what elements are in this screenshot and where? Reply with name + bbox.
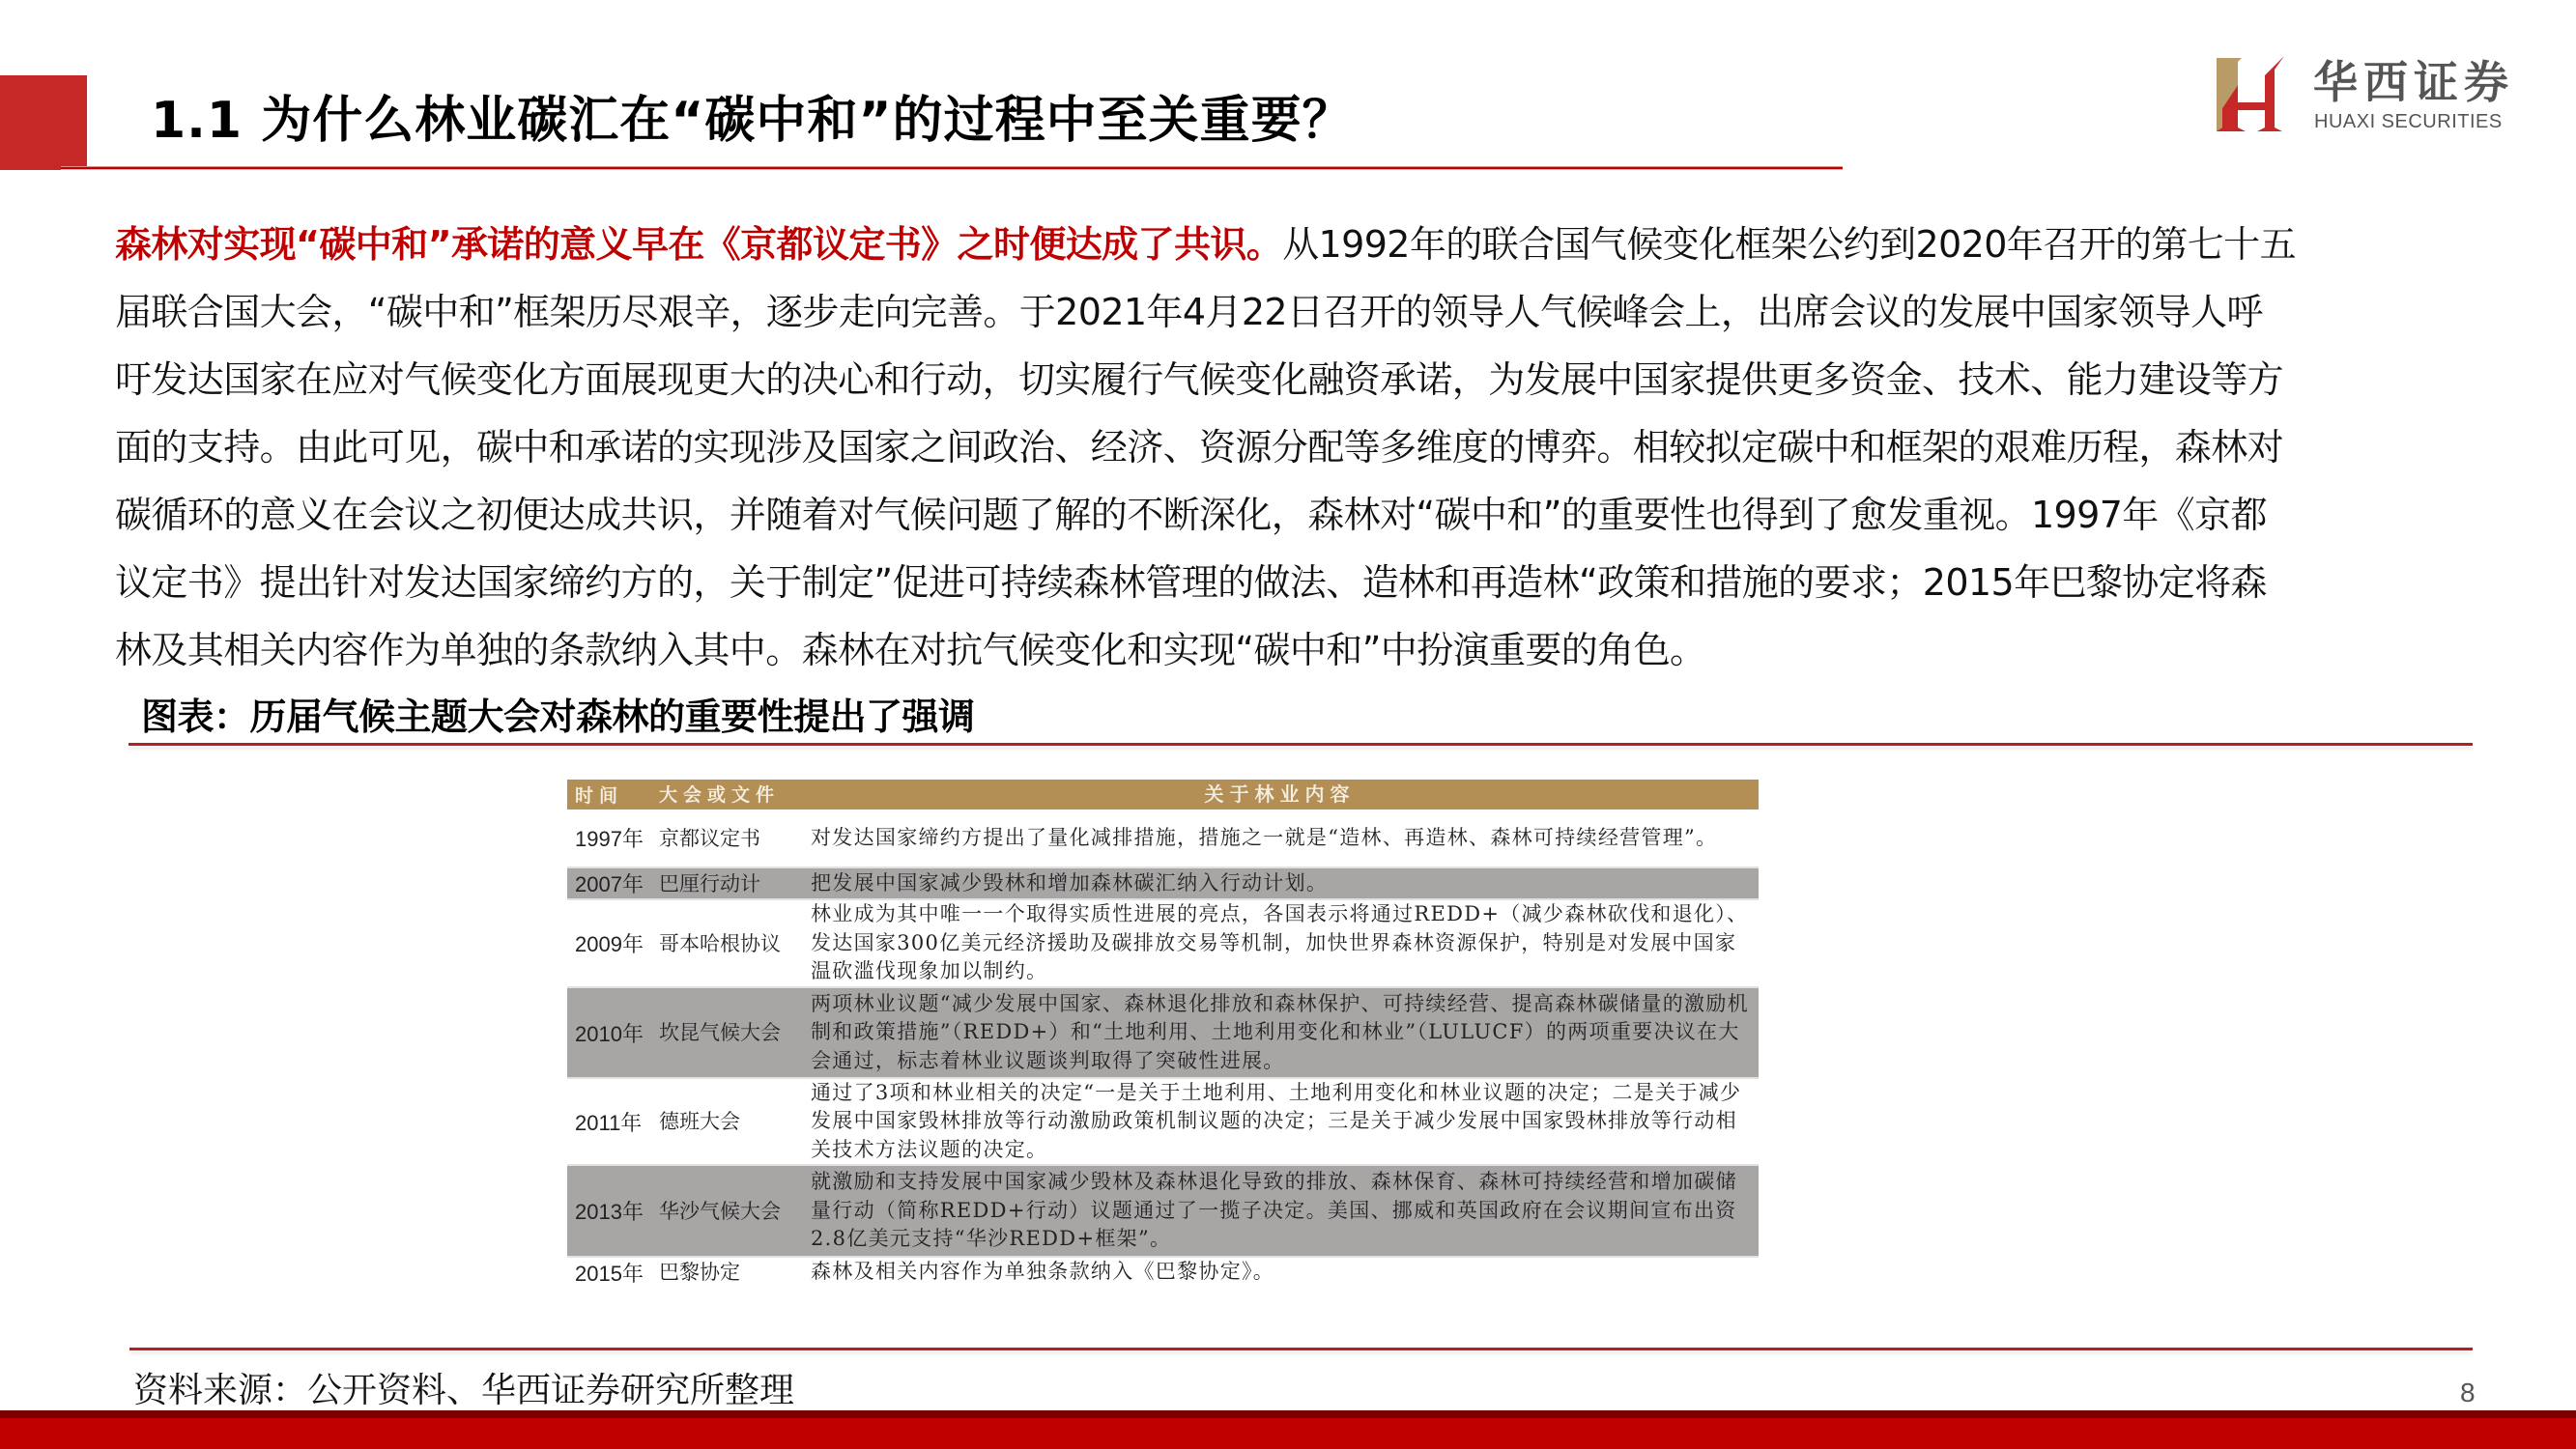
body-paragraph [115, 211, 2424, 684]
cell-year: 2011年 [575, 1110, 643, 1135]
cell-event: 巴黎协定 [659, 1261, 740, 1284]
cell-content: 对发达国家缔约方提出了量化减排措施，措施之一就是“造林、再造林、森林可持续经营管理”。 [811, 825, 1718, 849]
cell-content: 就激励和支持发展中国家减少毁林及森林退化导致的排放、森林保育、森林可持续经营和增加碳储量行动（简称REDD+行动）议题通过了一揽子决定。美国、挪威和英国政府在会议期间宣布出资2.8亿美元支持“华沙REDD+框架”。 [811, 1170, 1737, 1251]
logo-name-en: HUAXI SECURITIES [2314, 111, 2503, 132]
page-number: 8 [2460, 1378, 2476, 1407]
cell-content: 通过了3项和林业相关的决定“一是关于土地利用、土地利用变化和林业议题的决定；二是关于减少发展中国家毁林排放等行动激励政策机制议题的决定；三是关于减少发展中国家毁林排放等行动相关技术方法议题的决定。 [811, 1080, 1742, 1161]
cell-event: 巴厘行动计 [659, 871, 760, 895]
paragraph-line: 吁发达国家在应对气候变化方面展现更大的决心和行动，切实履行气候变化融资承诺，为发展中国家提供更多资金、技术、能力建设等方 [115, 358, 2284, 401]
cell-event: 华沙气候大会 [659, 1199, 781, 1223]
cell-year: 2007年 [575, 872, 644, 896]
table-row [567, 988, 1759, 1079]
paragraph-line: 议定书》提出针对发达国家缔约方的，关于制定”促进可持续森林管理的做法、造林和再造林“政策和措施的要求；2015年巴黎协定将森 [115, 561, 2267, 604]
cell-content: 两项林业议题“减少发展中国家、森林退化排放和森林保护、可持续经营、提高森林碳储量的激励机制和政策措施”（REDD+）和“土地利用、土地利用变化和林业”（LULUCF）的两项重要决议在大会通过，标志着林业议题谈判取得了突破性进展。 [811, 991, 1749, 1072]
table-row [567, 900, 1759, 988]
table-row [567, 868, 1759, 900]
table-header-row [567, 780, 1759, 810]
cell-content: 把发展中国家减少毁林和增加森林碳汇纳入行动计划。 [811, 870, 1329, 895]
paragraph-text: 从1992年的联合国气候变化框架公约到2020年召开的第七十五 [1282, 223, 2296, 266]
title-underline [61, 166, 1843, 170]
paragraph-line: 碳循环的意义在会议之初便达成共识，并随着对气候问题了解的不断深化，森林对“碳中和”的重要性也得到了愈发重视。1997年《京都 [115, 494, 2267, 536]
footer-bar-edge [0, 1410, 2576, 1418]
cell-year: 1997年 [575, 827, 644, 851]
cell-year: 2015年 [575, 1261, 644, 1286]
cell-event: 京都议定书 [659, 826, 760, 850]
title-accent-block [0, 75, 87, 170]
source-note: 资料来源：公开资料、华西证券研究所整理 [133, 1371, 795, 1410]
paragraph-line [115, 211, 2424, 278]
column-header-event: 大会或文件 [659, 783, 781, 806]
column-header-time: 时间 [575, 785, 624, 807]
column-header-content: 关于林业内容 [1204, 781, 1356, 806]
cell-event: 坎昆气候大会 [659, 1021, 781, 1044]
huaxi-h-logo-icon [2217, 56, 2290, 133]
cell-content: 林业成为其中唯一一个取得实质性进展的亮点，各国表示将通过REDD+（减少森林砍伐和退化）、发达国家300亿美元经济援助及碳排放交易等机制，加快世界森林资源保护，特别是对发展中国家温砍滥伐现象加以制约。 [811, 902, 1749, 983]
logo-name-cn: 华西证券 [2313, 56, 2514, 108]
paragraph-line: 林及其相关内容作为单独的条款纳入其中。森林在对抗气候变化和实现“碳中和”中扮演重要的角色。 [115, 629, 1706, 671]
footer-bar [0, 1418, 2576, 1449]
page-title: 1.1 为什么林业碳汇在“碳中和”的过程中至关重要？ [151, 92, 1354, 150]
paragraph-line: 面的支持。由此可见，碳中和承诺的实现涉及国家之间政治、经济、资源分配等多维度的博弈。相较拟定碳中和框架的艰难历程，森林对 [115, 426, 2284, 469]
cell-event: 德班大会 [659, 1110, 740, 1133]
huaxi-logo [2217, 56, 2535, 135]
table-row [567, 1258, 1759, 1287]
table-row [567, 810, 1759, 868]
climate-conference-table [567, 780, 1759, 1287]
paragraph-line: 届联合国大会，“碳中和”框架历尽艰辛，逐步走向完善。于2021年4月22日召开的领导人气候峰会上，出席会议的发展中国家领导人呼 [115, 291, 2263, 333]
table-row [567, 1079, 1759, 1166]
figure-caption: 图表：历届气候主题大会对森林的重要性提出了强调 [141, 696, 975, 738]
highlight-sentence: 森林对实现“碳中和”承诺的意义早在《京都议定书》之时便达成了共识。 [115, 223, 1283, 266]
caption-divider [129, 743, 2473, 746]
cell-content: 森林及相关内容作为单独条款纳入《巴黎协定》。 [811, 1260, 1275, 1284]
table-row [567, 1166, 1759, 1258]
cell-event: 哥本哈根协议 [659, 931, 781, 955]
cell-year: 2009年 [575, 932, 644, 956]
cell-year: 2010年 [575, 1021, 644, 1046]
source-divider [129, 1348, 2473, 1350]
cell-year: 2013年 [575, 1200, 644, 1224]
